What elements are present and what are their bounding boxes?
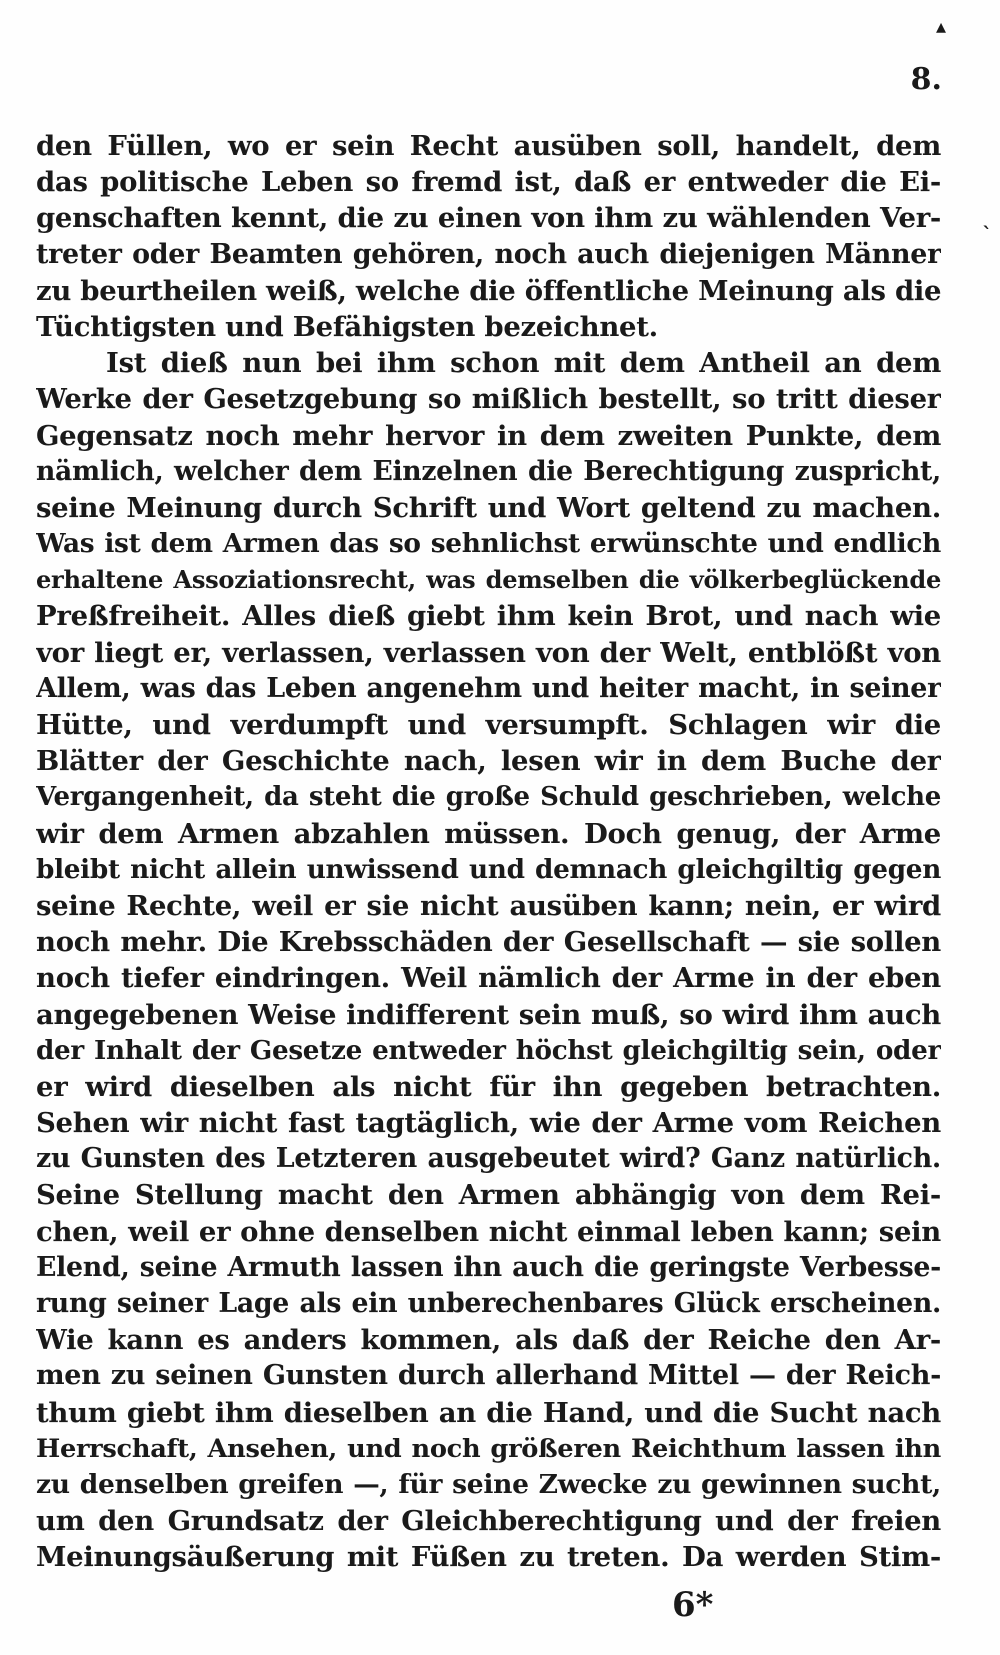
page-number: 8. — [910, 62, 942, 97]
text-line: nämlich, welcher dem Einzelnen die Berechtigung zuspricht, — [36, 455, 941, 487]
text-line: das politische Leben so fremd ist, daß er entweder die Ei- — [36, 166, 941, 199]
text-line: vor liegt er, verlassen, verlassen von der Welt, entblößt von — [36, 636, 941, 669]
text-line: Meinungsäußerung mit Füßen zu treten. Da werden Stim- — [36, 1541, 941, 1574]
text-line: men zu seinen Gunsten durch allerhand Mittel — der Reich- — [36, 1360, 941, 1392]
text-line: er wird dieselben als nicht für ihn gegeben betrachten. — [36, 1070, 941, 1103]
text-line: seine Meinung durch Schrift und Wort geltend zu machen. — [36, 491, 941, 524]
text-line: Vergangenheit, da steht die große Schuld geschrieben, welche — [36, 782, 941, 813]
text-line: Was ist dem Armen das so sehnlichst erwünschte und endlich — [36, 528, 941, 560]
text-line: zu Gunsten des Letzteren ausgebeutet wird? Ganz natürlich. — [36, 1143, 941, 1175]
text-line: zu denselben greifen —, für seine Zwecke zu gewinnen sucht, — [36, 1468, 941, 1500]
corner-mark: ▴ — [935, 14, 946, 38]
text-line: chen, weil er ohne denselben nicht einmal leben kann; sein — [36, 1215, 941, 1248]
text-line: zu beurtheilen weiß, welche die öffentliche Meinung als die — [36, 274, 941, 307]
text-line: treter oder Beamten gehören, noch auch diejenigen Männer — [36, 238, 941, 270]
text-line: Werke der Gesetzgebung so mißlich bestellt, so tritt dieser — [36, 383, 941, 416]
text-line: Herrschaft, Ansehen, und noch größeren Reichthum lassen ihn — [36, 1433, 941, 1464]
text-line: Gegensatz noch mehr hervor in dem zweiten Punkte, dem — [36, 419, 941, 452]
text-line: wir dem Armen abzahlen müssen. Doch genug, der Arme — [36, 817, 941, 850]
text-line: Hütte, und verdumpft und versumpft. Schlagen wir die — [36, 709, 941, 741]
text-line: Seine Stellung macht den Armen abhängig von dem Rei- — [36, 1179, 941, 1212]
margin-mark: ` — [982, 222, 992, 246]
text-line: den Füllen, wo er sein Recht ausüben soll, handelt, dem — [36, 130, 941, 162]
signature-mark: 6* — [672, 1585, 714, 1625]
text-line: um den Grundsatz der Gleichberechtigung und der freien — [36, 1505, 941, 1538]
text-line: noch tiefer eindringen. Weil nämlich der Arme in der eben — [36, 962, 941, 995]
text-line: Wie kann es anders kommen, als daß der Reiche den Ar- — [36, 1324, 941, 1357]
text-line: bleibt nicht allein unwissend und demnach gleichgiltig gegen — [36, 853, 941, 885]
text-line: genschaften kennt, die zu einen von ihm zu wählenden Ver- — [36, 202, 941, 235]
text-line: Tüchtigsten und Befähigsten bezeichnet. — [36, 310, 658, 343]
text-line: Elend, seine Armuth lassen ihn auch die geringste Verbesse- — [36, 1251, 941, 1283]
text-line: thum giebt ihm dieselben an die Hand, und die Sucht nach — [36, 1396, 941, 1429]
text-line: der Inhalt der Gesetze entweder höchst gleichgiltig sein, oder — [36, 1034, 941, 1066]
text-line: rung seiner Lage als ein unberechenbares Glück erscheinen. — [36, 1288, 941, 1319]
text-line: Blätter der Geschichte nach, lesen wir in dem Buche der — [36, 745, 941, 778]
text-line: Preßfreiheit. Alles dieß giebt ihm kein Brot, und nach wie — [36, 600, 941, 633]
text-line: angegebenen Weise indifferent sein muß, so wird ihm auch — [36, 998, 941, 1031]
text-line: erhaltene Assoziationsrecht, was demselben die völkerbeglückende — [36, 565, 941, 595]
text-line: Allem, was das Leben angenehm und heiter macht, in seiner — [36, 672, 941, 704]
text-line: noch mehr. Die Krebsschäden der Gesellschaft — sie sollen — [36, 926, 941, 959]
paragraph-start-line: Ist dieß nun bei ihm schon mit dem Antheil an dem — [106, 347, 941, 380]
text-line: seine Rechte, weil er sie nicht ausüben kann; nein, er wird — [36, 889, 941, 922]
text-line: Sehen wir nicht fast tagtäglich, wie der Arme vom Reichen — [36, 1107, 941, 1140]
body-text — [36, 128, 941, 1576]
